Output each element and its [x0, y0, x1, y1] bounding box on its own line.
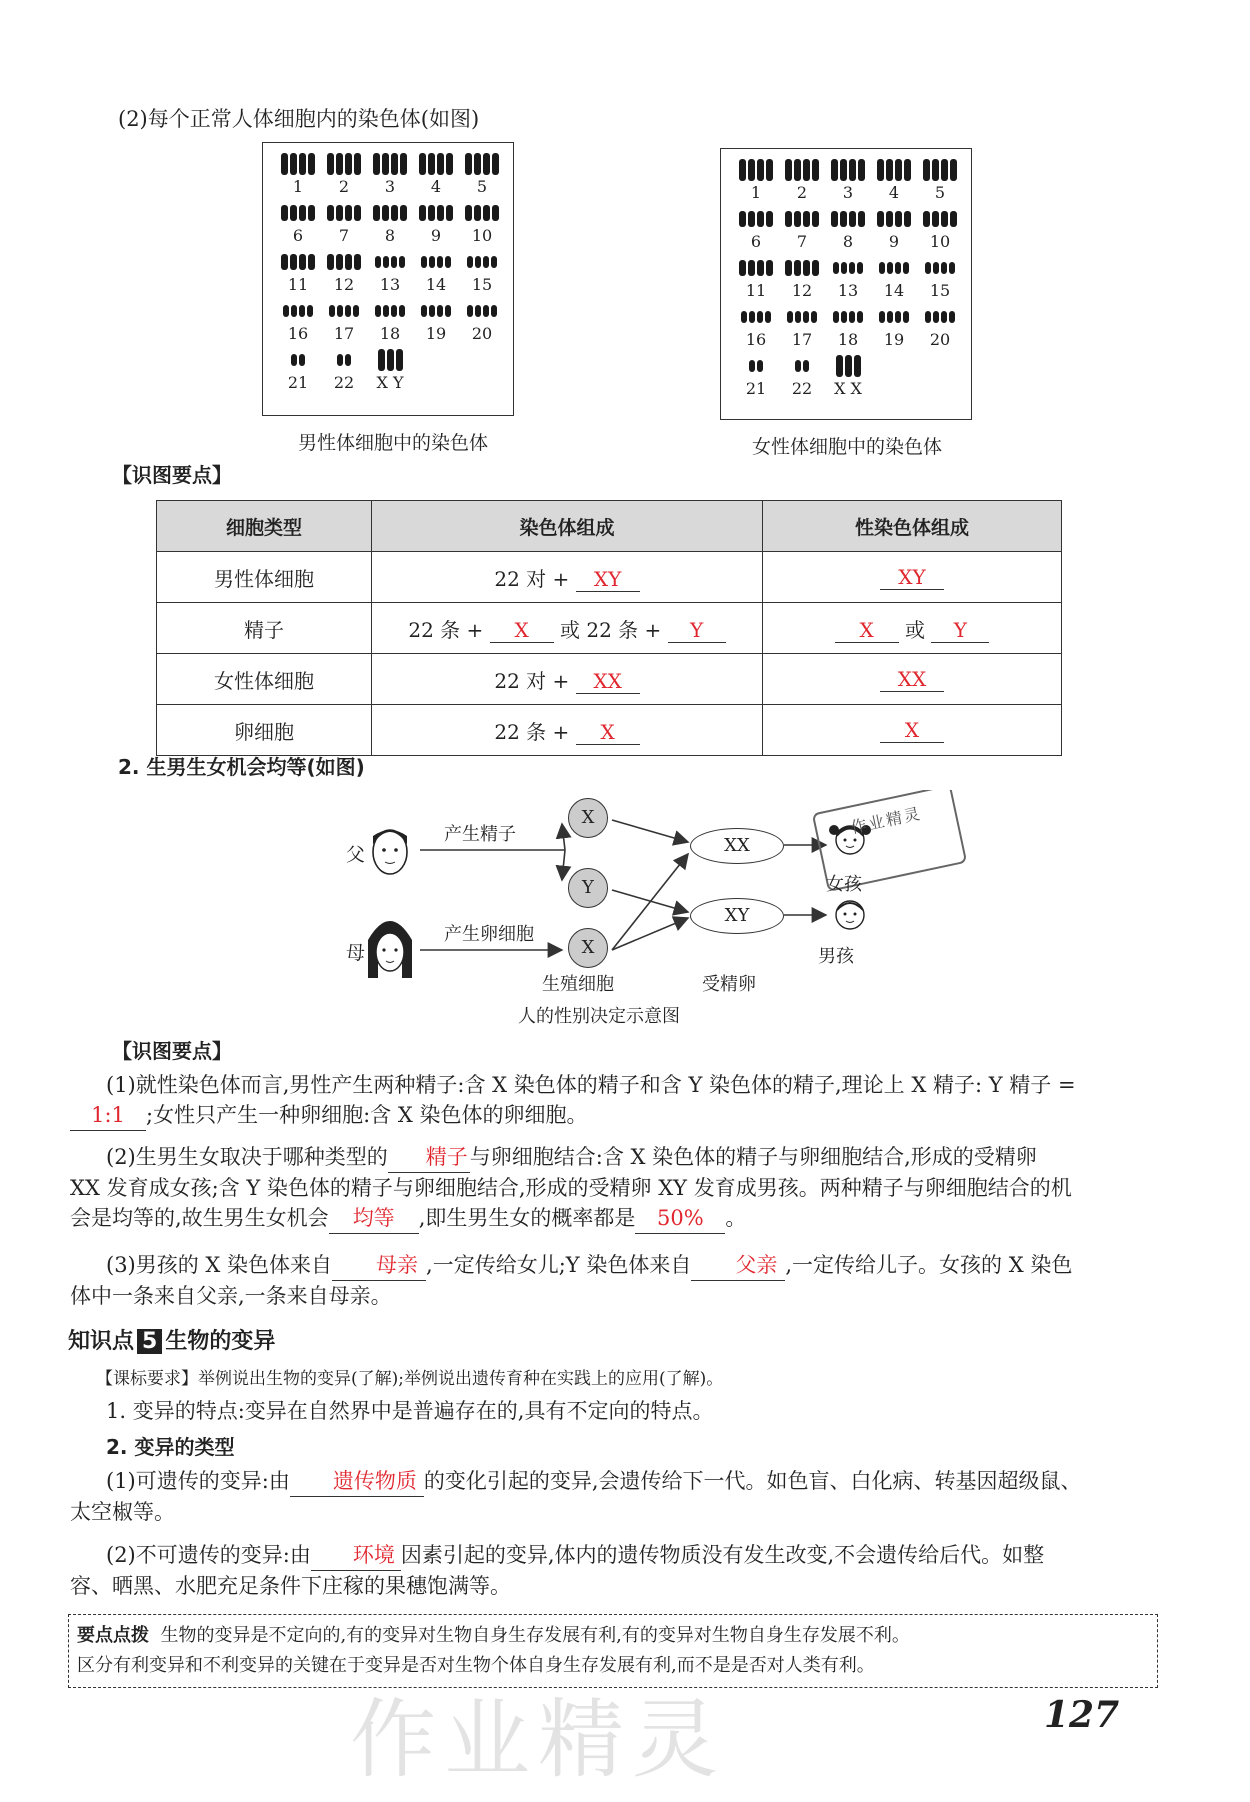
- diagram-caption: 人的性别决定示意图: [518, 1006, 680, 1027]
- female-karyotype: [720, 148, 972, 420]
- chromosome-pair-icon: [879, 255, 909, 281]
- zygote-label: 受精卵: [702, 974, 756, 995]
- chromosome-pair: [779, 353, 825, 398]
- chromosome-pair-icon: [327, 200, 361, 226]
- chromosome-number: 10: [471, 226, 493, 245]
- p1-answer: 1:1: [70, 1100, 146, 1131]
- sperm-x-node: X: [568, 798, 608, 838]
- composition-prefix: 22 对 +: [494, 668, 570, 693]
- page-number: 127: [1044, 1694, 1120, 1736]
- chromosome-number: 21: [287, 373, 309, 392]
- sex-chromosome-middle: 或: [905, 617, 925, 642]
- chromosome-pair: [779, 206, 825, 251]
- chromosome-pair: [413, 151, 459, 196]
- chromosome-number: 12: [333, 275, 355, 294]
- composition-prefix: 22 对 +: [494, 566, 570, 591]
- v2a-text-b: 的变化引起的变异,会遗传给下一代。如色盲、白化病、转基因超级鼠、: [423, 1469, 1082, 1493]
- chromosome-pair-icon: [741, 304, 771, 330]
- composition-answer: X: [576, 720, 640, 745]
- chromosome-pair: [917, 304, 963, 349]
- tip-label: 要点点拨: [77, 1625, 149, 1646]
- chromosome-number: 14: [883, 281, 905, 300]
- mother-face-icon: [368, 921, 412, 978]
- chromosome-pair-icon: [421, 298, 451, 324]
- chromosome-pair: [275, 151, 321, 196]
- cell-composition: [372, 552, 763, 603]
- chromosome-number: 15: [471, 275, 493, 294]
- paragraph-2: [70, 1142, 1150, 1234]
- chromosome-pair: [321, 347, 367, 392]
- chromosome-pair: [321, 200, 367, 245]
- chromosome-pair-icon: [785, 255, 819, 281]
- composition-answer-2: Y: [668, 618, 726, 643]
- key-points-title: 【识图要点】: [112, 463, 232, 487]
- chromosome-pair-icon: [419, 200, 453, 226]
- girl-label: 女孩: [826, 874, 862, 895]
- cell-type: 男性体细胞: [157, 552, 372, 603]
- chromosome-pair-icon: [925, 304, 955, 330]
- chromosome-number: 7: [796, 232, 808, 251]
- chromosome-pair: [459, 151, 505, 196]
- chromosome-pair-icon: [421, 249, 451, 275]
- produce-egg-label: 产生卵细胞: [444, 924, 534, 945]
- chromosome-number: 20: [929, 330, 951, 349]
- chromosome-pair-icon: [375, 249, 405, 275]
- chromosome-pair-icon: [739, 157, 773, 183]
- sperm-y-node: Y: [568, 868, 608, 908]
- chromosome-pair-icon: [787, 304, 817, 330]
- chromosome-number: 9: [430, 226, 442, 245]
- chromosome-number: 10: [929, 232, 951, 251]
- chromosome-pair-icon: [831, 206, 865, 232]
- chromosome-number: 2: [796, 183, 808, 202]
- chromosome-number: 21: [745, 379, 767, 398]
- arrow-to-sperm-y: [562, 850, 565, 880]
- chromosome-pair: [367, 298, 413, 343]
- chromosome-number: 3: [842, 183, 854, 202]
- section-title-equal-chance: 2. 生男生女机会均等(如图): [118, 755, 365, 779]
- chromosome-number: 17: [333, 324, 355, 343]
- chromosome-pair: [733, 353, 779, 398]
- chromosome-pair: [917, 157, 963, 202]
- table-header-cell-type: 细胞类型: [157, 501, 372, 552]
- chromosome-number: 13: [837, 281, 859, 300]
- gametes-label: 生殖细胞: [542, 974, 614, 995]
- cell-type: 女性体细胞: [157, 654, 372, 705]
- chromosome-pair: [733, 206, 779, 251]
- sex-chromosome-answer-2: Y: [931, 618, 989, 643]
- chromosome-pair: [367, 200, 413, 245]
- v2b-text-a: (2)不可遗传的变异:由: [106, 1543, 311, 1567]
- arrow-x-to-xx: [612, 820, 688, 842]
- curriculum-standard: 【课标要求】举例说出生物的变异(了解);举例说出遗传育种在实践上的应用(了解)。: [96, 1369, 724, 1389]
- chromosome-pair-icon: [785, 157, 819, 183]
- chromosome-pair-icon: [739, 255, 773, 281]
- tip-line-2: 区分有利变异和不利变异的关键在于变异是否对生物个体自身生存发展有利,而不是是否对人类有利。: [77, 1655, 875, 1676]
- chromosome-pair: [367, 151, 413, 196]
- p3-answer-2: 父亲: [691, 1250, 785, 1281]
- chromosome-pair: [825, 206, 871, 251]
- stamp-text: 作业精灵: [849, 803, 924, 838]
- chromosome-number: 19: [883, 330, 905, 349]
- arrow-egg-to-xx: [612, 854, 688, 950]
- p2-answer-2: 均等: [329, 1203, 419, 1234]
- v2b-answer: 环境: [311, 1540, 401, 1571]
- chromosome-pair: [779, 255, 825, 300]
- table-row: [157, 603, 1062, 654]
- variation-non-heritable: [70, 1540, 1150, 1601]
- zygote-xy-node: XY: [690, 898, 784, 934]
- key-points-title-2: 【识图要点】: [112, 1039, 232, 1063]
- kp5-title: 生物的变异: [165, 1329, 276, 1354]
- table-header-sex-chromosomes: 性染色体组成: [763, 501, 1062, 552]
- chromosome-pair-icon: [419, 151, 453, 177]
- egg-x-node: X: [568, 928, 608, 968]
- chromosome-pair: [459, 298, 505, 343]
- chromosome-pair: [871, 255, 917, 300]
- father-label: 父: [346, 844, 366, 866]
- chromosome-pair: [321, 151, 367, 196]
- v2a-text-a: (1)可遗传的变异:由: [106, 1469, 290, 1493]
- table-header-composition: 染色体组成: [372, 501, 763, 552]
- chromosome-number: 2: [338, 177, 350, 196]
- zygote-xx-node: XX: [690, 828, 784, 864]
- p1-text-a: (1)就性染色体而言,男性产生两种精子:含 X 染色体的精子和含 Y 染色体的精子,理论上 X 精子: Y 精子 =: [106, 1073, 1076, 1097]
- chromosome-pair: [779, 304, 825, 349]
- v2a-text-c: 太空椒等。: [70, 1500, 175, 1524]
- male-karyotype: [262, 142, 514, 416]
- chromosome-pair: [825, 353, 871, 398]
- chromosome-pair-icon: [281, 200, 315, 226]
- variation-heritable: [70, 1466, 1150, 1527]
- chromosome-number: 16: [745, 330, 767, 349]
- chromosome-pair: [413, 200, 459, 245]
- chromosome-pair-icon: [739, 206, 773, 232]
- chromosome-pair: [275, 347, 321, 392]
- chromosome-pair-icon: [373, 151, 407, 177]
- p2-text-d: 会是均等的,故生男生女机会: [70, 1206, 329, 1230]
- composition-prefix: 22 条 +: [408, 617, 484, 642]
- chromosome-pair-icon: [378, 347, 403, 373]
- chromosome-number: 4: [888, 183, 900, 202]
- chromosome-pair-icon: [749, 353, 763, 379]
- v2a-answer: 遗传物质: [290, 1466, 424, 1497]
- cell-composition: [372, 705, 763, 756]
- chromosome-pair-icon: [833, 255, 863, 281]
- table-row: [157, 552, 1062, 603]
- chromosome-pair: [733, 304, 779, 349]
- chromosome-pair: [825, 255, 871, 300]
- chromosome-pair-icon: [465, 200, 499, 226]
- variation-feature: 1. 变异的特点:变异在自然界中是普遍存在的,具有不定向的特点。: [106, 1399, 714, 1423]
- chromosome-pair: [275, 200, 321, 245]
- section-heading-chromosomes: (2)每个正常人体细胞内的染色体(如图): [118, 107, 480, 131]
- chromosome-pair: [871, 304, 917, 349]
- chromosome-pair-icon: [923, 157, 957, 183]
- chromosome-table: [156, 500, 1062, 756]
- sex-chromosome-answer: X: [835, 618, 899, 643]
- chromosome-pair: [871, 206, 917, 251]
- chromosome-pair-icon: [836, 353, 861, 379]
- p3-text-d: 体中一条来自父亲,一条来自母亲。: [70, 1284, 392, 1308]
- chromosome-pair-icon: [291, 347, 305, 373]
- sex-chromosome-answer: X: [880, 718, 944, 743]
- chromosome-pair: [733, 255, 779, 300]
- chromosome-number: X X: [834, 379, 862, 398]
- chromosome-pair-icon: [465, 151, 499, 177]
- sex-chromosome-answer: XY: [880, 565, 944, 590]
- chromosome-number: 22: [333, 373, 355, 392]
- p2-text-b: 与卵细胞结合:含 X 染色体的精子与卵细胞结合,形成的受精卵: [469, 1145, 1037, 1169]
- chromosome-pair: [413, 249, 459, 294]
- chromosome-number: 13: [379, 275, 401, 294]
- cell-sex-chromosomes: [763, 603, 1062, 654]
- chromosome-number: 4: [430, 177, 442, 196]
- chromosome-pair: [825, 304, 871, 349]
- cell-composition: [372, 654, 763, 705]
- chromosome-pair-icon: [833, 304, 863, 330]
- chromosome-pair: [367, 249, 413, 294]
- composition-middle: 或 22 条 +: [560, 617, 662, 642]
- composition-prefix: 22 条 +: [494, 719, 570, 744]
- v2b-text-b: 因素引起的变异,体内的遗传物质没有发生改变,不会遗传给后代。如整: [400, 1543, 1045, 1567]
- chromosome-number: 17: [791, 330, 813, 349]
- paragraph-1: [70, 1070, 1150, 1131]
- chromosome-number: 6: [292, 226, 304, 245]
- chromosome-pair-icon: [327, 249, 361, 275]
- chromosome-pair: [367, 347, 413, 392]
- chromosome-number: 1: [750, 183, 762, 202]
- chromosome-number: 5: [934, 183, 946, 202]
- chromosome-pair-icon: [795, 353, 809, 379]
- chromosome-pair-icon: [375, 298, 405, 324]
- p1-text-b: ;女性只产生一种卵细胞:含 X 染色体的卵细胞。: [146, 1103, 588, 1127]
- table-row: [157, 705, 1062, 756]
- p2-text-c: XX 发育成女孩;含 Y 染色体的精子与卵细胞结合,形成的受精卵 XY 发育成男孩。两种精子与卵细胞结合的机: [70, 1176, 1072, 1200]
- p2-text-f: 。: [725, 1206, 747, 1230]
- chromosome-number: 19: [425, 324, 447, 343]
- chromosome-number: 12: [791, 281, 813, 300]
- p2-answer-3: 50%: [635, 1203, 725, 1234]
- chromosome-number: 7: [338, 226, 350, 245]
- chromosome-pair-icon: [283, 298, 313, 324]
- watermark: 作业精灵: [350, 1690, 726, 1790]
- kp5-prefix: 知识点: [68, 1329, 135, 1354]
- chromosome-number: 11: [745, 281, 767, 300]
- chromosome-number: 5: [476, 177, 488, 196]
- p3-answer-1: 母亲: [332, 1250, 426, 1281]
- chromosome-number: 18: [379, 324, 401, 343]
- chromosome-pair-icon: [467, 298, 497, 324]
- arrow-to-sperm-x: [562, 824, 565, 850]
- chromosome-pair-icon: [785, 206, 819, 232]
- chromosome-pair-icon: [467, 249, 497, 275]
- chromosome-pair: [275, 298, 321, 343]
- p3-text-a: (3)男孩的 X 染色体来自: [106, 1253, 333, 1277]
- chromosome-pair: [779, 157, 825, 202]
- chromosome-pair: [733, 157, 779, 202]
- sex-determination-diagram: [340, 790, 980, 1030]
- chromosome-pair: [321, 298, 367, 343]
- chromosome-pair: [459, 200, 505, 245]
- chromosome-pair-icon: [877, 206, 911, 232]
- cell-sex-chromosomes: [763, 705, 1062, 756]
- chromosome-pair: [275, 249, 321, 294]
- chromosome-number: 3: [384, 177, 396, 196]
- male-karyotype-caption: 男性体细胞中的染色体: [298, 432, 489, 454]
- female-karyotype-caption: 女性体细胞中的染色体: [752, 436, 943, 458]
- composition-answer: X: [490, 618, 554, 643]
- p3-text-c: ,一定传给儿子。女孩的 X 染色: [785, 1253, 1073, 1277]
- boy-label: 男孩: [818, 946, 854, 967]
- p2-text-a: (2)生男生女取决于哪种类型的: [106, 1145, 388, 1169]
- cell-sex-chromosomes: [763, 654, 1062, 705]
- cell-composition: [372, 603, 763, 654]
- chromosome-pair-icon: [923, 206, 957, 232]
- chromosome-number: 18: [837, 330, 859, 349]
- cell-sex-chromosomes: [763, 552, 1062, 603]
- chromosome-pair-icon: [831, 157, 865, 183]
- chromosome-number: 14: [425, 275, 447, 294]
- paragraph-3: [70, 1250, 1150, 1311]
- table-row: [157, 654, 1062, 705]
- composition-answer: XY: [576, 567, 640, 592]
- chromosome-pair: [459, 249, 505, 294]
- chromosome-number: X Y: [376, 373, 404, 392]
- chromosome-number: 8: [384, 226, 396, 245]
- chromosome-pair: [321, 249, 367, 294]
- chromosome-number: 9: [888, 232, 900, 251]
- chromosome-pair: [917, 206, 963, 251]
- chromosome-pair: [917, 255, 963, 300]
- composition-answer: XX: [576, 669, 640, 694]
- chromosome-number: 15: [929, 281, 951, 300]
- produce-sperm-label: 产生精子: [444, 824, 516, 845]
- chromosome-pair-icon: [281, 151, 315, 177]
- chromosome-pair: [871, 157, 917, 202]
- chromosome-number: 6: [750, 232, 762, 251]
- chromosome-pair: [825, 157, 871, 202]
- chromosome-pair-icon: [373, 200, 407, 226]
- chromosome-pair-icon: [877, 157, 911, 183]
- cell-type: 精子: [157, 603, 372, 654]
- chromosome-number: 22: [791, 379, 813, 398]
- p2-text-e: ,即生男生女的概率都是: [418, 1206, 636, 1230]
- knowledge-point-5-title: [68, 1324, 275, 1355]
- cell-type: 卵细胞: [157, 705, 372, 756]
- father-face-icon: [373, 830, 407, 874]
- chromosome-number: 11: [287, 275, 309, 294]
- chromosome-pair-icon: [879, 304, 909, 330]
- p3-text-b: ,一定传给女儿;Y 染色体来自: [426, 1253, 692, 1277]
- chromosome-pair-icon: [329, 298, 359, 324]
- chromosome-pair-icon: [925, 255, 955, 281]
- chromosome-pair-icon: [281, 249, 315, 275]
- tip-line-1: 生物的变异是不定向的,有的变异对生物自身生存发展有利,有的变异对生物自身生存发展不利。: [160, 1625, 910, 1646]
- p2-answer-1: 精子: [388, 1142, 470, 1173]
- kp5-number: 5: [137, 1329, 162, 1354]
- chromosome-number: 16: [287, 324, 309, 343]
- chromosome-number: 20: [471, 324, 493, 343]
- boy-face-icon: [836, 901, 864, 929]
- v2b-text-c: 容、晒黑、水肥充足条件下庄稼的果穗饱满等。: [70, 1574, 511, 1598]
- mother-label: 母: [346, 942, 366, 964]
- arrow-egg-to-xy: [612, 918, 688, 950]
- sex-chromosome-answer: XX: [880, 667, 944, 692]
- chromosome-pair-icon: [337, 347, 351, 373]
- chromosome-number: 1: [292, 177, 304, 196]
- chromosome-pair-icon: [327, 151, 361, 177]
- variation-types-title: 2. 变异的类型: [106, 1435, 235, 1459]
- chromosome-number: 8: [842, 232, 854, 251]
- chromosome-pair: [413, 298, 459, 343]
